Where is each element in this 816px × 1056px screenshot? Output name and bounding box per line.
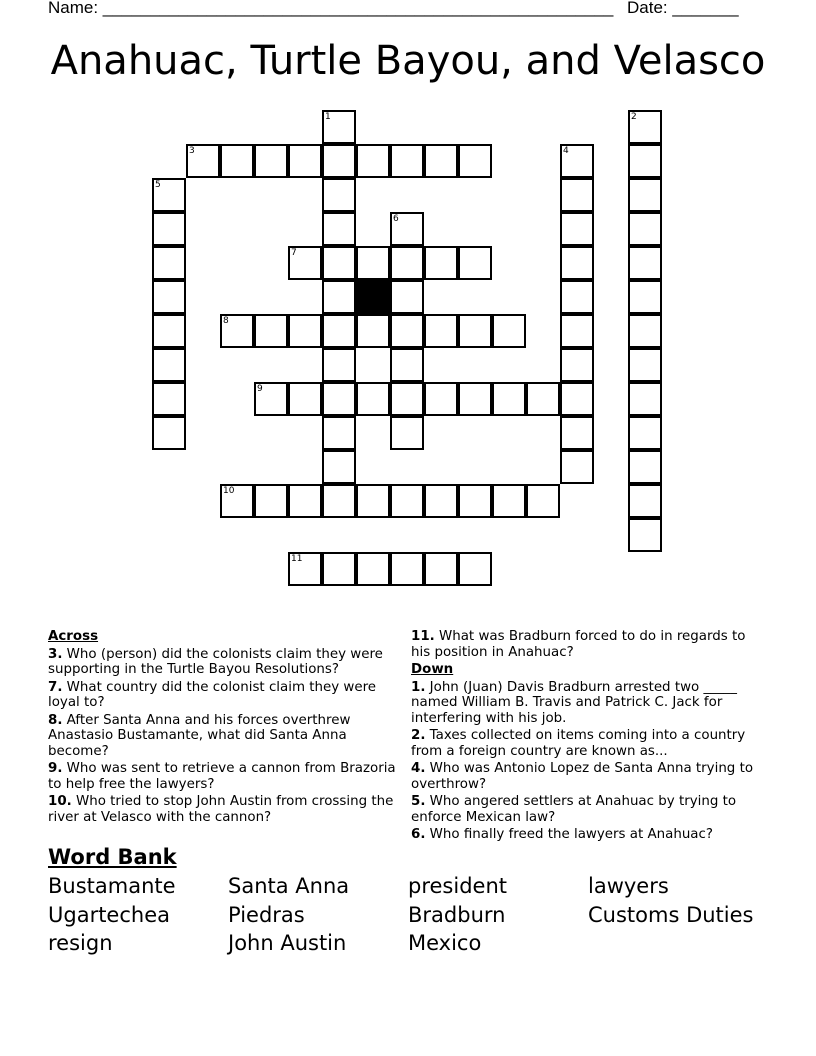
black-cell (356, 280, 390, 314)
grid-cell[interactable] (628, 144, 662, 178)
clue-text: Who (person) did the colonists claim they were supporting in the Turtle Bayou Resolutions? (48, 646, 383, 677)
grid-cell[interactable] (560, 314, 594, 348)
clue-number: 5. (411, 794, 426, 809)
grid-cell[interactable] (560, 416, 594, 450)
grid-cell[interactable] (356, 382, 390, 416)
word-bank-item: Piedras (228, 902, 305, 927)
grid-cell[interactable] (492, 484, 526, 518)
clue-across (411, 629, 761, 660)
grid-cell[interactable] (220, 314, 254, 348)
grid-cell[interactable] (424, 484, 458, 518)
date-line: Date: _______ (627, 0, 739, 17)
grid-cell[interactable] (424, 552, 458, 586)
clue-text: After Santa Anna and his forces overthrew Anastasio Bustamante, what did Santa Anna become? (48, 712, 351, 759)
word-bank-item: president (408, 874, 507, 898)
word-bank-item: Mexico (408, 931, 482, 955)
grid-cell[interactable] (628, 314, 662, 348)
clue-number: 9. (48, 761, 63, 776)
grid-cell[interactable] (254, 314, 288, 348)
grid-cell[interactable] (322, 382, 356, 416)
grid-cell[interactable] (356, 552, 390, 586)
grid-cell[interactable] (390, 144, 424, 178)
clue-down (411, 827, 761, 843)
down-heading: Down (411, 662, 454, 677)
grid-cell[interactable] (628, 484, 662, 518)
clue-across (48, 647, 404, 678)
grid-cell[interactable] (152, 212, 186, 246)
grid-cell[interactable] (322, 552, 356, 586)
grid-cell[interactable] (152, 280, 186, 314)
clue-number-label: 8 (223, 316, 229, 326)
grid-cell[interactable] (152, 382, 186, 416)
name-line: Name: ______________________________________________________ (48, 0, 614, 17)
grid-cell[interactable] (424, 246, 458, 280)
clue-number-label: 5 (155, 180, 161, 190)
clue-down (411, 680, 761, 727)
grid-cell[interactable] (356, 484, 390, 518)
clue-text: Who finally freed the lawyers at Anahuac? (429, 827, 713, 842)
grid-cell[interactable] (628, 212, 662, 246)
grid-cell[interactable] (390, 280, 424, 314)
grid-cell[interactable] (254, 484, 288, 518)
word-bank-item: Ugartechea (48, 902, 171, 927)
grid-cell[interactable] (322, 212, 356, 246)
grid-cell[interactable] (560, 348, 594, 382)
clue-text: Who was sent to retrieve a cannon from Brazoria to help free the lawyers? (48, 761, 396, 792)
grid-cell[interactable] (390, 246, 424, 280)
grid-cell[interactable] (560, 178, 594, 212)
grid-cell[interactable] (628, 382, 662, 416)
grid-cell[interactable] (492, 314, 526, 348)
grid-cell[interactable] (526, 382, 560, 416)
grid-cell[interactable] (390, 314, 424, 348)
grid-cell[interactable] (152, 348, 186, 382)
grid-cell[interactable] (288, 314, 322, 348)
clue-number-label: 11 (291, 554, 303, 564)
clues-across (48, 629, 404, 827)
clue-number: 4. (411, 761, 426, 776)
grid-cell[interactable] (322, 246, 356, 280)
clue-number-label: 10 (223, 486, 235, 496)
grid-cell[interactable] (628, 348, 662, 382)
clue-number: 8. (48, 712, 63, 728)
grid-cell[interactable] (390, 382, 424, 416)
grid-cell[interactable] (390, 552, 424, 586)
word-bank-item: Santa Anna (228, 874, 350, 898)
clue-text: Taxes collected on items coming into a country from a foreign country are known as... (411, 728, 746, 759)
grid-cell[interactable] (390, 212, 424, 246)
grid-cell[interactable] (628, 178, 662, 212)
grid-cell[interactable] (424, 144, 458, 178)
clue-text: John (Juan) Davis Bradburn arrested two _____ named William B. Travis and Patrick C. Jack for interfering with his job. (411, 679, 737, 726)
clue-number-label: 2 (631, 112, 637, 122)
clue-text: Who angered settlers at Anahuac by trying to enforce Mexican law? (411, 794, 737, 825)
clue-number: 7. (48, 679, 63, 695)
clue-text: What was Bradburn forced to do in regards to his position in Anahuac? (411, 629, 746, 660)
clues-right-column (411, 629, 761, 845)
grid-cell[interactable] (458, 246, 492, 280)
grid-cell[interactable] (390, 484, 424, 518)
grid-cell[interactable] (288, 246, 322, 280)
grid-cell[interactable] (220, 144, 254, 178)
clue-number-label: 6 (393, 214, 399, 224)
grid-cell[interactable] (560, 212, 594, 246)
grid-cell[interactable] (560, 280, 594, 314)
grid-cell[interactable] (356, 246, 390, 280)
grid-cell[interactable] (322, 280, 356, 314)
clue-text: What country did the colonist claim they were loyal to? (48, 679, 377, 710)
grid-cell[interactable] (560, 144, 594, 178)
clue-across (48, 794, 404, 825)
clue-number: 10. (48, 794, 72, 809)
grid-cell[interactable] (628, 280, 662, 314)
clue-number: 6. (411, 827, 426, 842)
grid-cell[interactable] (560, 382, 594, 416)
grid-cell[interactable] (458, 382, 492, 416)
clue-down (411, 761, 761, 792)
grid-cell[interactable] (492, 382, 526, 416)
grid-cell[interactable] (560, 450, 594, 484)
grid-cell[interactable] (288, 382, 322, 416)
grid-cell[interactable] (526, 484, 560, 518)
word-bank-title: Word Bank (48, 845, 177, 869)
grid-cell[interactable] (254, 144, 288, 178)
grid-cell[interactable] (254, 382, 288, 416)
grid-cell[interactable] (152, 416, 186, 450)
grid-cell[interactable] (322, 178, 356, 212)
clue-number: 2. (411, 728, 426, 743)
grid-cell[interactable] (628, 450, 662, 484)
grid-cell[interactable] (356, 314, 390, 348)
clue-number: 3. (48, 646, 63, 662)
grid-cell[interactable] (458, 144, 492, 178)
grid-cell[interactable] (628, 246, 662, 280)
grid-cell[interactable] (288, 552, 322, 586)
clue-number-label: 3 (189, 146, 195, 156)
grid-cell[interactable] (322, 314, 356, 348)
clue-text: Who was Antonio Lopez de Santa Anna trying to overthrow? (411, 761, 754, 792)
grid-cell[interactable] (288, 484, 322, 518)
clue-number-label: 4 (563, 146, 569, 156)
grid-cell[interactable] (356, 144, 390, 178)
grid-cell[interactable] (220, 484, 254, 518)
grid-cell[interactable] (424, 314, 458, 348)
word-bank-item: Bradburn (408, 902, 506, 927)
grid-cell[interactable] (390, 348, 424, 382)
grid-cell[interactable] (322, 110, 356, 144)
clue-across (48, 713, 404, 760)
clue-number-label: 7 (291, 248, 297, 258)
clue-down (411, 794, 761, 825)
grid-cell[interactable] (424, 382, 458, 416)
clue-number-label: 9 (257, 384, 263, 394)
word-bank-item: resign (48, 931, 113, 955)
grid-cell[interactable] (152, 246, 186, 280)
word-bank-item: lawyers (588, 874, 669, 898)
grid-cell[interactable] (186, 144, 220, 178)
word-bank (48, 872, 768, 958)
grid-cell[interactable] (458, 314, 492, 348)
clue-across (48, 680, 404, 711)
grid-cell[interactable] (152, 178, 186, 212)
grid-cell[interactable] (152, 314, 186, 348)
clue-text: Who tried to stop John Austin from crossing the river at Velasco with the cannon? (48, 794, 394, 825)
page-title: Anahuac, Turtle Bayou, and Velasco (50, 38, 766, 84)
clue-across (48, 761, 404, 792)
grid-cell[interactable] (628, 110, 662, 144)
word-bank-item: Customs Duties (588, 902, 754, 927)
grid-cell[interactable] (390, 416, 424, 450)
across-heading: Across (48, 629, 99, 644)
word-bank-item: Bustamante (48, 874, 176, 898)
clue-number-label: 1 (325, 112, 331, 122)
grid-cell[interactable] (458, 552, 492, 586)
grid-cell[interactable] (628, 416, 662, 450)
clue-number: 1. (411, 679, 426, 695)
grid-cell[interactable] (322, 416, 356, 450)
clue-number: 11. (411, 629, 435, 644)
grid-cell[interactable] (322, 450, 356, 484)
grid-cell[interactable] (628, 518, 662, 552)
grid-cell[interactable] (458, 484, 492, 518)
word-bank-item: John Austin (228, 931, 347, 955)
grid-cell[interactable] (322, 144, 356, 178)
clue-down (411, 728, 761, 759)
grid-cell[interactable] (322, 484, 356, 518)
grid-cell[interactable] (288, 144, 322, 178)
grid-cell[interactable] (560, 246, 594, 280)
grid-cell[interactable] (322, 348, 356, 382)
